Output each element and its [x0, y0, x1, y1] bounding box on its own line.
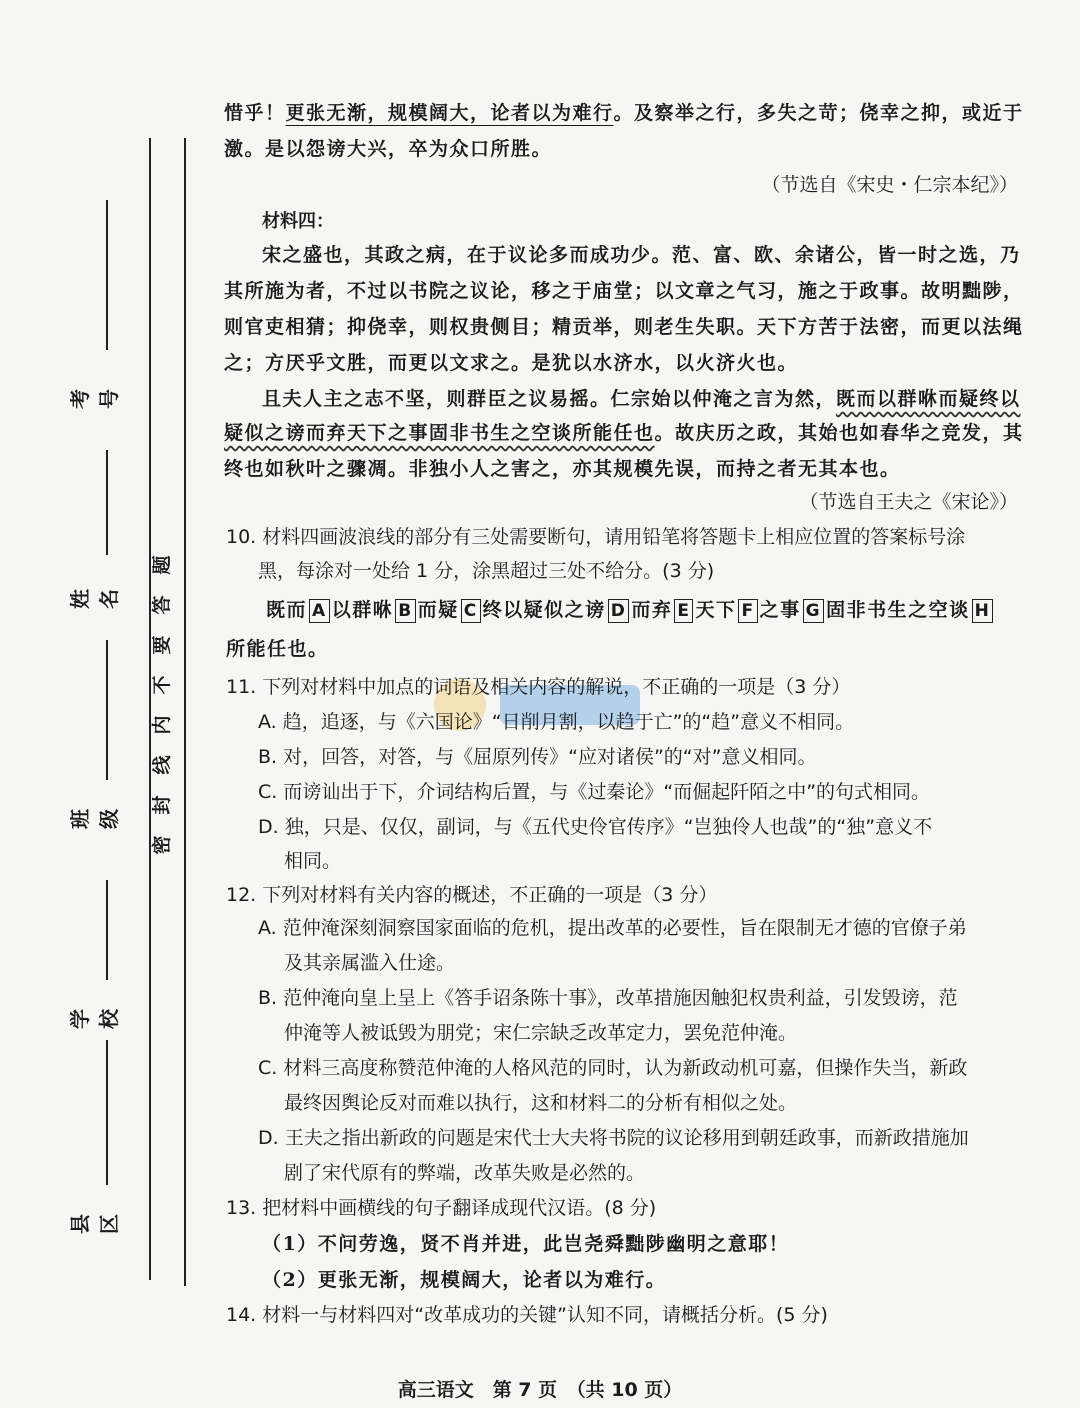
- underlined-sentence: 更张无渐，规模阔大，论者以为难行: [285, 102, 614, 124]
- segment: 而弃: [631, 599, 673, 621]
- question-12-option-a[interactable]: A. 范仲淹深刻洞察国家面临的危机，提出改革的必要性，旨在限制无才德的官僚子弟: [258, 917, 967, 939]
- answer-box-E[interactable]: E: [674, 599, 693, 623]
- question-11-option-a[interactable]: A. 趋，追逐，与《六国论》“日削月割，以趋于亡”的“趋”意义不相同。: [258, 711, 855, 733]
- question-12-option-d[interactable]: D. 王夫之指出新政的问题是宋代士大夫将书院的议论移用到朝廷政事，而新政措施加: [258, 1127, 969, 1149]
- segment: 天下: [695, 599, 737, 621]
- fill-line: [106, 200, 108, 350]
- passage-line: [224, 418, 1024, 445]
- question-10-options: [266, 595, 995, 623]
- question-11-option-b[interactable]: B. 对，回答，对答，与《屈原列传》“应对诸侯”的“对”意义相同。: [258, 746, 817, 768]
- wavy-underlined-text: 疑似之谤而弃天下之事固非书生之空谈所能任也: [224, 422, 655, 444]
- seal-char: 密: [151, 835, 173, 855]
- question-12-option-c[interactable]: C. 材料三高度称赞范仲淹的人格风范的同时，认为新政动机可嘉，但操作失当，新政: [258, 1057, 968, 1079]
- question-13-stem: 13. 把材料中画横线的句子翻译成现代汉语。(8 分): [226, 1197, 657, 1219]
- seal-char: 题: [151, 555, 173, 575]
- answer-box-G[interactable]: G: [803, 599, 824, 623]
- passage-line: 之；方厌乎文胜，而更以文求之。是犹以水济水，以火济火也。: [224, 352, 799, 374]
- question-13-sentence-2: （2）更张无渐，规模阔大，论者以为难行。: [262, 1269, 667, 1291]
- seal-char: 不: [151, 675, 173, 695]
- binding-line-inner: [149, 138, 151, 1280]
- field-name[interactable]: [68, 450, 121, 670]
- field-exam-number[interactable]: [68, 200, 121, 420]
- fill-line: [106, 640, 108, 780]
- answer-box-D[interactable]: D: [608, 599, 630, 623]
- question-11-option-c[interactable]: C. 而谤讪出于下，介词结构后置，与《过秦论》“而倔起阡陌之中”的句式相同。: [258, 781, 931, 803]
- question-11-option-d-cont: 相同。: [284, 850, 342, 872]
- question-14-stem: 14. 材料一与材料四对“改革成功的关键”认知不同，请概括分析。(5 分): [226, 1304, 828, 1326]
- field-class[interactable]: [68, 640, 121, 860]
- segment: 之事: [759, 599, 801, 621]
- question-12-option-b[interactable]: B. 范仲淹向皇上呈上《答手诏条陈十事》，改革措施因触犯权贵利益，引发毁谤，范: [258, 987, 958, 1009]
- question-13-sentence-1: （1）不问劳逸，贤不肖并进，此岂尧舜黜陟幽明之意耶！: [262, 1233, 790, 1255]
- fill-line: [106, 450, 108, 555]
- text-segment: 且夫人主之志不坚，则群臣之议易摇。仁宗始以仲淹之言为然，: [262, 388, 837, 410]
- passage-line: 其所施为者，不过以书院之议论，移之于庙堂；以文章之气习，施之于政事。故明黜陟，: [224, 280, 1024, 302]
- question-12-option-d-cont: 剧了宋代原有的弊端，改革失败是必然的。: [284, 1162, 646, 1184]
- question-10-stem-cont: 黑，每涂对一处给 1 分，涂黑超过三处不给分。(3 分): [258, 560, 715, 582]
- question-12-option-a-cont: 及其亲属滥入仕途。: [284, 952, 456, 974]
- wavy-underlined-text: 既而以群咻而疑终以: [836, 388, 1021, 410]
- passage-line: [224, 98, 1024, 125]
- passage-line: 终也如秋叶之骤凋。非独小人之害之，亦其规模先误，而持之者无其本也。: [224, 458, 901, 480]
- question-11-stem: 11. 下列对材料中加点的词语及相关内容的解说，不正确的一项是（3 分）: [226, 676, 851, 698]
- question-10-tail: 所能任也。: [226, 638, 329, 660]
- field-label: 班级: [68, 809, 121, 829]
- answer-box-B[interactable]: B: [395, 599, 415, 623]
- seal-notice: [152, 545, 182, 865]
- seal-char: 要: [151, 635, 173, 655]
- segment: 以群咻: [331, 599, 394, 621]
- question-12-option-c-cont: 最终因舆论反对而难以执行，这和材料二的分析有相似之处。: [284, 1092, 798, 1114]
- question-11-option-d[interactable]: D. 独，只是、仅仅，副词，与《五代史伶官传序》“岂独伶人也哉”的“独”意义不: [258, 816, 933, 838]
- text-segment: 惜乎！: [224, 102, 286, 124]
- material-heading: 材料四：: [262, 211, 334, 232]
- source-citation: （节选自《宋史・仁宗本纪》）: [761, 174, 1018, 196]
- seal-char: 答: [151, 595, 173, 615]
- answer-box-H[interactable]: H: [972, 599, 994, 623]
- answer-box-F[interactable]: F: [738, 599, 757, 623]
- answer-box-A[interactable]: A: [309, 599, 330, 623]
- field-label: 学校: [68, 1009, 121, 1029]
- segment: 终以疑似之谤: [482, 599, 606, 621]
- segment: 固非书生之空谈: [826, 599, 970, 621]
- passage-line: 则官吏相猜；抑侥幸，则权贵侧目；精贡举，则老生失职。天下方苦于法密，而更以法绳: [224, 316, 1024, 338]
- field-label: 县区: [68, 1214, 121, 1234]
- passage-line: 激。是以怨谤大兴，卒为众口所胜。: [224, 138, 553, 160]
- segment: 而疑: [417, 599, 459, 621]
- seal-char: 线: [151, 755, 173, 775]
- field-label: 考号: [68, 389, 121, 409]
- passage-line: [262, 384, 1021, 411]
- field-district[interactable]: [68, 1040, 121, 1260]
- question-12-stem: 12. 下列对材料有关内容的概述，不正确的一项是（3 分）: [226, 884, 718, 906]
- question-10-stem: 10. 材料四画波浪线的部分有三处需要断句，请用铅笔将答题卡上相应位置的答案标号涂: [226, 526, 966, 548]
- question-12-option-b-cont: 仲淹等人被诋毁为朋党；宋仁宗缺乏改革定力，罢免范仲淹。: [284, 1022, 798, 1044]
- seal-char: 封: [151, 795, 173, 815]
- field-label: 姓名: [68, 589, 121, 609]
- text-segment: 。故庆历之政，其始也如春华之竞发，其: [654, 422, 1024, 444]
- fill-line: [106, 1040, 108, 1185]
- source-citation: （节选自王夫之《宋论》）: [799, 491, 1018, 513]
- seal-char: 内: [151, 715, 173, 735]
- segment: 既而: [266, 599, 308, 621]
- text-segment: 。及察举之行，多失之苛；侥幸之抑，或近于: [613, 102, 1024, 124]
- answer-box-C[interactable]: C: [461, 599, 481, 623]
- fill-line: [106, 880, 108, 980]
- page-footer: 高三语文 第 7 页 （共 10 页）: [397, 1379, 683, 1401]
- passage-line: 宋之盛也，其政之病，在于议论多而成功少。范、富、欧、余诸公，皆一时之选，乃: [262, 244, 1021, 266]
